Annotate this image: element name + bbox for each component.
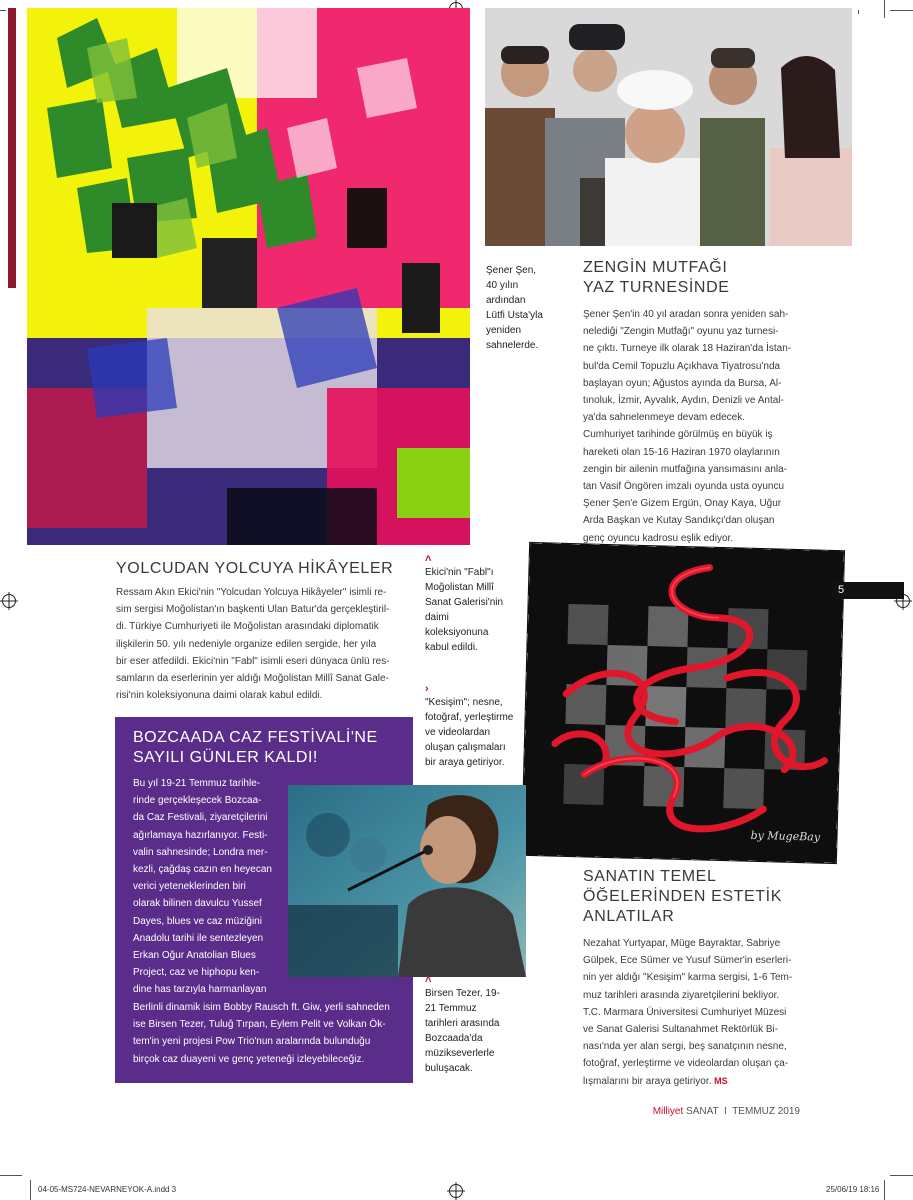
kesisim-caption-text: "Kesişim"; nesne, fotoğraf, yerleştirme ve videolardan oluşan çalışmaları bir araya getiriyor.	[425, 697, 514, 768]
festival-headline-line1: BOZCAADA CAZ FESTİVALİ'NE	[133, 729, 378, 746]
sanatin-headline-line1: SANATIN TEMEL	[583, 868, 717, 885]
text-line: dine has tarzıyla harmanlayan	[133, 984, 267, 996]
text-line: ağırlamaya hazırlanıyor. Festi-	[133, 829, 268, 841]
print-slug-file: 04-05-MS724-NEVARNEYOK-A.indd 3	[38, 1185, 177, 1194]
margin-accent-bar	[8, 8, 16, 288]
registration-mark	[2, 594, 16, 608]
cast-photo-caption: Şener Şen, 40 yılın ardından Lütfi Usta'yla yeniden sahnelerde.	[486, 265, 543, 351]
sanatin-headline	[583, 867, 782, 927]
text-line: nelediği "Zengin Mutfağı" oyunu yaz turnesi-	[583, 326, 779, 338]
crop-mark	[884, 1180, 885, 1200]
text-line: ve Sanat Galerisi Sultanahmet Rektörlük Bi-	[583, 1024, 779, 1036]
zengin-mutfagi-cast-photo	[485, 8, 852, 246]
text-line: Berlinli dinamik isim Bobby Rausch ft. Giw, yerli sahneden	[133, 1002, 390, 1013]
end-mark: MS	[714, 1075, 728, 1086]
birsen-caption-text: Birsen Tezer, 19-21 Temmuz tarihleri arasında Bozcaada'da müzikseverlerle buluşacak.	[425, 988, 500, 1074]
text-line: hareketi olan 15-16 Haziran 1970 olaylarının	[583, 446, 780, 458]
zengin-headline-line2: YAZ TURNESİNDE	[583, 279, 730, 296]
text-line: Gülpek, Ece Sümer ve Yusuf Sümer'in eserleri-	[583, 955, 792, 967]
text-line: Cumhuriyet tarihinde görülmüş en büyük iş	[583, 429, 773, 441]
text-line: tan Vasif Öngören imzalı oyunda usta oyuncu	[583, 481, 785, 493]
artwork-signature: by MugeBay	[750, 828, 821, 844]
footer-issue: TEMMUZ 2019	[732, 1106, 800, 1117]
festival-body-wide	[133, 999, 398, 1068]
crop-mark	[890, 1175, 913, 1176]
text-line: Erkan Oğur Anatolian Blues	[133, 950, 256, 962]
text-line: tınoluk, İzmir, Ayvalık, Aydın, Denizli ve Antal-	[583, 395, 784, 407]
text-line: Nezahat Yurtyapar, Müge Bayraktar, Sabriye	[583, 938, 781, 949]
text-line: rinde gerçekleşecek Bozcaa-	[133, 795, 262, 807]
yolcudan-headline: YOLCUDAN YOLCUYA HİKÂYELER	[116, 560, 394, 577]
crop-mark	[890, 10, 913, 11]
zengin-headline-line1: ZENGİN MUTFAĞI	[583, 259, 728, 276]
text-line: Ressam Akın Ekici'nin "Yolcudan Yolcuya Hikâyeler" isimli re-	[116, 587, 387, 598]
text-line: risi'nin koleksiyonuna daimi olarak kabul edildi.	[116, 690, 323, 702]
text-line: Şener Şen'e Gizem Ergün, Onay Kaya, Uğur	[583, 498, 782, 510]
text-line: sim sergisi Moğolistan'ın başkenti Ulan Batur'da gerçekleştiril-	[116, 604, 390, 616]
text-line: ya'da sahnelenmeye devam edecek.	[583, 412, 746, 424]
text-line: nin yer aldığı "Kesişim" karma sergisi, 1-6 Tem-	[583, 972, 793, 984]
text-line: ilişkilerin 50. yılı nedeniyle organize edilen sergide, her yıla	[116, 638, 377, 650]
text-line-content: lışmalarını bir araya getiriyor.	[583, 1075, 712, 1087]
text-line: Project, caz ve hiphopu ken-	[133, 967, 260, 979]
text-line: samların da eserlerinin yer aldığı Moğolistan Millî Sanat Gale-	[116, 673, 389, 685]
text-line: Arda Başkan ve Kutay Sandıkçı'dan oluşan	[583, 515, 775, 527]
footer-magazine: SANAT	[686, 1106, 719, 1117]
print-slug-date: 25/06/19 18:16	[826, 1185, 880, 1194]
text-line: verici yeteneklerinden biri	[133, 881, 246, 893]
text-line: Anadolu tarihi ile sentezleyen	[133, 932, 264, 944]
text-line: muz tarihleri arasında ziyaretçilerini bekliyor.	[583, 989, 780, 1001]
text-line: zengin bir ailenin mutfağına yansımasını anla-	[583, 463, 788, 475]
festival-headline-line2: SAYILI GÜNLER KALDI!	[133, 749, 318, 766]
text-line: bir eser atfedildi. Ekici'nin "Fabl" isimli eseri dünyaca ünlü res-	[116, 655, 390, 667]
zengin-headline	[583, 258, 730, 298]
sanatin-headline-line3: ANLATILAR	[583, 908, 675, 925]
text-line: nası'nda yer alan sergi, beş sanatçının nesne,	[583, 1041, 787, 1053]
festival-body-narrow	[133, 775, 273, 999]
text-line: bul'da Cemil Topuzlu Açıkhava Tiyatrosu'nda	[583, 360, 781, 372]
text-line: di. Türkiye Cumhuriyeti ile Moğolistan arasındaki diplomatik	[116, 621, 379, 633]
text-line: T.C. Marmara Üniversitesi Cumhuriyet Müzesi	[583, 1006, 787, 1018]
text-line: ne çıktı. Turneye ilk olarak 18 Haziran'da İstan-	[583, 343, 792, 355]
caret-up-icon: ˄	[425, 553, 432, 565]
crop-mark	[858, 10, 859, 14]
text-line: ise Birsen Tezer, Tuluğ Tırpan, Eylem Pelit ve Volkan Ök-	[133, 1019, 386, 1031]
text-line: Dayes, blues ve caz müziğini	[133, 915, 262, 927]
crop-mark	[0, 1175, 22, 1176]
text-line: fotoğraf, yerleştirme ve videolardan oluşan ça-	[583, 1058, 789, 1070]
text-line: birçok caz duayeni ve genç yeteneği izleyebileceğiz.	[133, 1053, 365, 1065]
caret-right-icon: ›	[425, 683, 429, 695]
fabl-caption-text: Ekici'nin "Fabl"ı Moğolistan Millî Sanat Galerisi'nin daimi koleksiyonuna kabul edildi.	[425, 567, 504, 653]
birsen-caption	[425, 975, 507, 1076]
text-line: valin sahnesinde; Londra mer-	[133, 846, 268, 858]
festival-headline	[133, 728, 393, 768]
zengin-body	[583, 306, 798, 547]
sanatin-body	[583, 935, 798, 1090]
kesisim-artwork	[522, 543, 844, 863]
crop-mark	[30, 1180, 31, 1200]
page-footer	[600, 1106, 800, 1117]
sanatin-headline-line2: ÖĞELERİNDEN ESTETİK	[583, 888, 782, 905]
crop-mark	[884, 0, 885, 18]
text-line: olarak bilinen davulcu Yussef	[133, 898, 262, 910]
text-line: tem'in yeni projesi Pow Trio'nun aralarında bulunduğu	[133, 1036, 371, 1048]
birsen-tezer-photo	[288, 785, 526, 977]
abstract-painting-fabl	[27, 8, 470, 545]
text-line: Şener Şen'in 40 yıl aradan sonra yeniden sah-	[583, 309, 789, 320]
footer-brand: Milliyet	[652, 1106, 684, 1117]
yolcudan-body	[116, 584, 403, 704]
registration-mark	[449, 1184, 463, 1198]
text-line: genç oyuncu kadrosu eşlik ediyor.	[583, 532, 734, 544]
page-number: 5	[832, 582, 904, 599]
footer-separator: I	[724, 1106, 727, 1117]
caret-up-icon: ˄	[425, 974, 432, 986]
text-line: Bu yıl 19-21 Temmuz tarihle-	[133, 778, 261, 789]
kesisim-caption	[425, 684, 515, 770]
fabl-caption	[425, 554, 507, 655]
text-line: da Caz Festivali, ziyaretçilerini	[133, 812, 268, 824]
text-line: kezli, çağdaş cazın en heyecan	[133, 864, 272, 876]
text-line-last	[583, 1073, 798, 1090]
text-line: başlayan oyun; Ağustos ayında da Bursa, Al-	[583, 377, 782, 389]
crop-mark	[0, 10, 6, 11]
